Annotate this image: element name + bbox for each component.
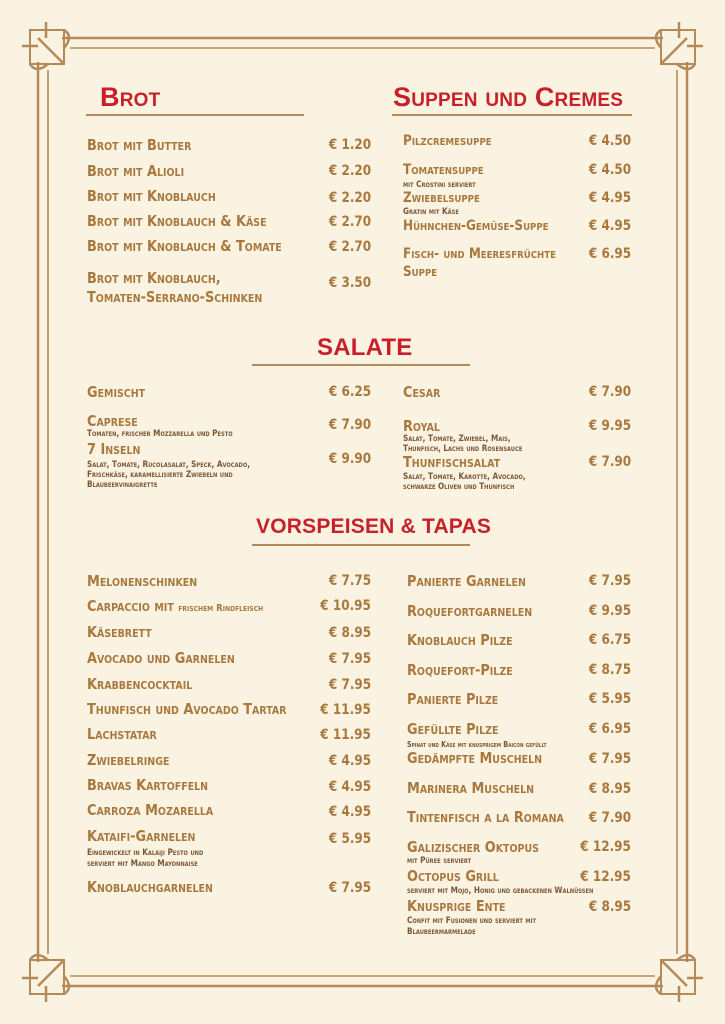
menu-item-desc: Frischkäse, karamellisierte Zwiebeln und: [87, 470, 233, 480]
menu-item-desc: Tomaten, frischer Mozzarella und Pesto: [87, 429, 233, 439]
menu-price: € 10.95: [320, 598, 371, 614]
menu-price: € 2.70: [328, 214, 371, 230]
section-title-suppen: Suppen und Cremes: [393, 82, 624, 112]
menu-item: Fisch- und Meeresfrüchte: [403, 246, 556, 262]
menu-price: € 4.50: [588, 162, 631, 178]
divider: [252, 364, 470, 366]
menu-item: Zwiebelsuppe: [403, 190, 480, 206]
menu-item-desc: Salat, Tomate, Rucolasalat, Speck, Avocado,: [87, 460, 251, 470]
menu-item: Kataifi-Garnelen: [87, 827, 196, 845]
menu-item: Tintenfisch a la Romana: [407, 808, 564, 826]
menu-item: Knoblauch Pilze: [407, 631, 513, 649]
menu-price: € 5.95: [328, 831, 371, 847]
menu-price: € 4.95: [328, 804, 371, 820]
section-title-tapas: VORSPEISEN & TAPAS: [256, 515, 492, 538]
menu-item: Knusprige Ente: [407, 897, 506, 915]
menu-price: € 4.95: [328, 753, 371, 769]
menu-item: Bravas Kartoffeln: [87, 776, 209, 794]
menu-price: € 7.95: [328, 651, 371, 667]
menu-item: Thunfisch und Avocado Tartar: [87, 700, 287, 718]
menu-price: € 7.90: [588, 384, 631, 400]
menu-item: Panierte Pilze: [407, 690, 499, 708]
menu-price: € 2.70: [328, 239, 371, 255]
menu-price: € 6.95: [588, 721, 631, 737]
menu-price: € 9.90: [328, 451, 371, 467]
menu-item: Roquefortgarnelen: [407, 602, 533, 620]
menu-item-desc: Blaubeervinaigrette: [87, 480, 158, 490]
menu-price: € 7.90: [328, 417, 371, 433]
section-title-salate: SALATE: [317, 334, 413, 361]
menu-price: € 8.75: [588, 662, 631, 678]
menu-price: € 12.95: [580, 839, 631, 855]
menu-price: € 9.95: [588, 418, 631, 434]
menu-item-desc: serviert mit Mojo, Honig und gebackenen Walnüssen: [407, 886, 594, 896]
menu-item-desc: Salat, Tomate, Karotte, Avocado,: [403, 472, 526, 482]
menu-item: Caprese: [87, 412, 138, 430]
menu-price: € 4.95: [328, 779, 371, 795]
menu-item: Octopus Grill: [407, 867, 499, 885]
menu-item-desc: Salat, Tomate, Zwiebel, Mais,: [403, 434, 511, 444]
menu-price: € 2.20: [328, 163, 371, 179]
menu-item-desc: Gratin mit Käse: [403, 207, 459, 217]
menu-item: Pilzcremesuppe: [403, 133, 492, 149]
menu-item: Knoblauchgarnelen: [87, 878, 213, 896]
menu-item-desc: schwarze Oliven und Thunfisch: [403, 482, 515, 492]
menu-item: Panierte Garnelen: [407, 572, 526, 590]
menu-item-desc: Confit mit Fusionen und serviert mit: [407, 916, 536, 926]
menu-item: Tomatensuppe: [403, 162, 484, 178]
menu-price: € 1.20: [328, 137, 371, 153]
menu-item-desc: Spinat und Käse mit knusprigem Baicon gefüllt: [407, 740, 547, 749]
menu-price: € 7.95: [588, 751, 631, 767]
menu-item-desc: Eingewickelt in Kalaiji Pesto und: [87, 848, 204, 858]
menu-price: € 11.95: [320, 702, 371, 718]
menu-item: Hühnchen-Gemüse-Suppe: [403, 218, 549, 234]
menu-item-desc: Blaubeermarmelade: [407, 927, 476, 937]
menu-item: Roquefort-Pilze: [407, 661, 513, 679]
menu-price: € 2.20: [328, 190, 371, 206]
menu-price: € 7.95: [588, 573, 631, 589]
menu-price: € 7.90: [588, 810, 631, 826]
menu-item: Brot mit Knoblauch & Käse: [87, 212, 267, 230]
divider: [252, 544, 470, 546]
menu-price: € 11.95: [320, 727, 371, 743]
menu-item: Thunfischsalat: [403, 453, 501, 471]
menu-item-name-small: frischem Rindfleisch: [178, 603, 264, 614]
menu-item: 7 Inseln: [87, 440, 141, 458]
menu-item: Brot mit Knoblauch,: [87, 269, 221, 287]
menu-item: Carroza Mozarella: [87, 801, 214, 819]
menu-item-line2: Tomaten-Serrano-Schinken: [87, 288, 263, 306]
menu-price: € 7.95: [328, 880, 371, 896]
menu-price: € 8.95: [328, 625, 371, 641]
menu-item-desc: Thunfisch, Lachs und Rosensauce: [403, 444, 523, 454]
menu-price: € 5.95: [588, 691, 631, 707]
menu-item: Marinera Muscheln: [407, 779, 535, 797]
menu-item: Galizischer Oktopus: [407, 838, 539, 856]
menu-item: Gedämpfte Muscheln: [407, 749, 543, 767]
menu-price: € 6.25: [328, 384, 371, 400]
menu-price: € 6.75: [588, 632, 631, 648]
menu-price: € 3.50: [328, 275, 371, 291]
menu-price: € 4.95: [588, 218, 631, 234]
menu-price: € 8.95: [588, 899, 631, 915]
menu-price: € 4.50: [588, 133, 631, 149]
menu-item: Brot mit Alioli: [87, 162, 185, 180]
menu-item: Zwiebelringe: [87, 751, 170, 769]
menu-item-desc: mit Püree serviert: [407, 856, 472, 866]
menu-price: € 7.90: [588, 454, 631, 470]
menu-item: Käsebrett: [87, 623, 152, 641]
menu-price: € 9.95: [588, 603, 631, 619]
menu-item: Melonenschinken: [87, 572, 198, 590]
menu-item-desc: mit Crostini serviert: [403, 180, 476, 190]
menu-item: Brot mit Knoblauch & Tomate: [87, 237, 282, 255]
menu-price: € 8.95: [588, 781, 631, 797]
menu-item: Brot mit Butter: [87, 136, 192, 154]
menu-item-line2: Suppe: [403, 264, 438, 280]
divider: [86, 114, 304, 116]
menu-item: Avocado und Garnelen: [87, 649, 235, 667]
menu-price: € 7.95: [328, 677, 371, 693]
menu-item: Royal: [403, 417, 440, 435]
menu-item: Lachstatar: [87, 725, 157, 743]
menu-price: € 12.95: [580, 869, 631, 885]
menu-item: Brot mit Knoblauch: [87, 187, 216, 205]
menu-item: Gefüllte Pilze: [407, 720, 499, 738]
menu-item: Cesar: [403, 383, 441, 401]
menu-item: Krabbencocktail: [87, 675, 193, 693]
menu-item-desc: serviert mit Mango Mayonnaise: [87, 859, 198, 869]
menu-price: € 7.75: [328, 573, 371, 589]
divider: [392, 114, 632, 116]
menu-price: € 6.95: [588, 246, 631, 262]
menu-item: Gemischt: [87, 383, 146, 401]
menu-item: [87, 598, 263, 617]
menu-price: € 4.95: [588, 190, 631, 206]
menu-item-name: Carpaccio mit: [87, 597, 174, 615]
section-title-brot: Brot: [100, 82, 161, 112]
